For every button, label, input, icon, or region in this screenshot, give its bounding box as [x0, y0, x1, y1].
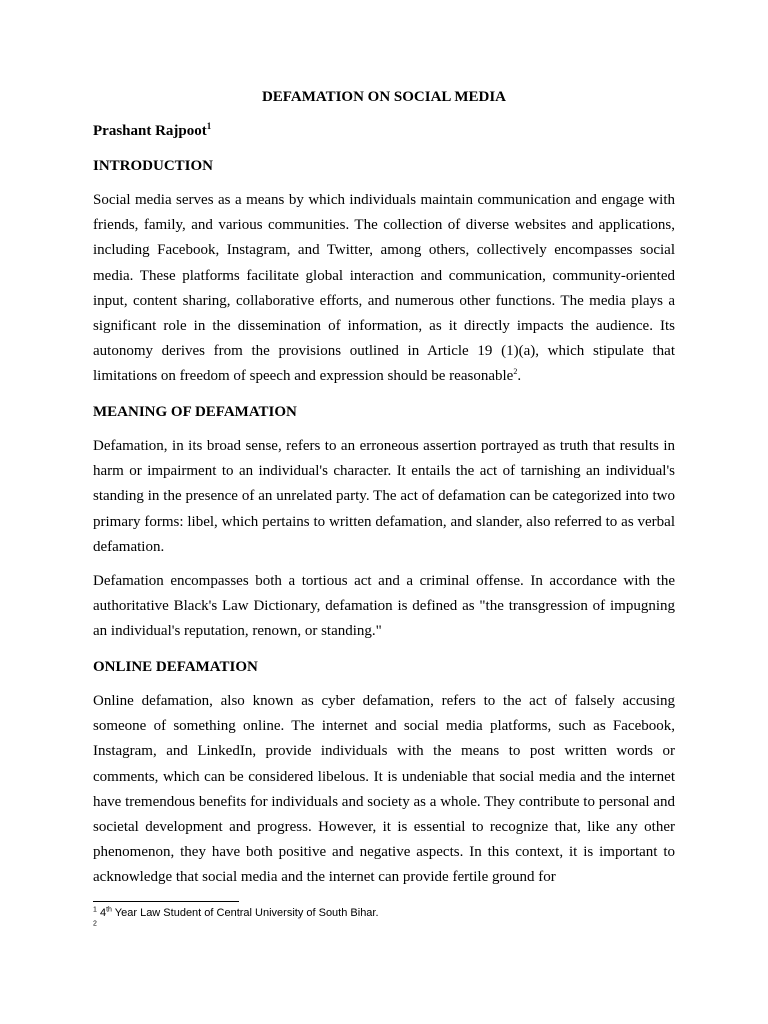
footnote-1 [93, 906, 379, 920]
author-footnote-ref: 1 [206, 121, 212, 131]
footnote-ordinal: 4 [99, 907, 107, 919]
meaning-paragraph-2: Defamation encompasses both a tortious act and a criminal offense. In accordance with the authoritative Black's Law Dictionary, defamation is defined as "the transgression of impugning an individual's reputation, renown, or standing." [93, 573, 675, 640]
author-name: Prashant Rajpoot [93, 123, 207, 139]
footnote-2 [93, 920, 97, 934]
footnote-separator [93, 901, 239, 902]
author-line [93, 121, 211, 141]
paragraph-end: . [517, 368, 522, 385]
section-heading-online-defamation: ONLINE DEFAMATION [93, 659, 258, 675]
document-title: DEFAMATION ON SOCIAL MEDIA [261, 89, 507, 105]
footnote-ref-2: 2 [513, 367, 518, 377]
paragraph-text: Social media serves as a means by which individuals maintain communication and engage with friends, family, and various communities. The collection of diverse websites and applications, including Facebook, Instagram, and Twitter, among others, collectively encompasses social media. These platforms facilitate global interaction and communication, community-oriented input, content sharing, collaborative efforts, and numerous other functions. The media plays a significant role in the dissemination of information, as it directly impacts the audience. Its autonomy derives from the provisions outlined in Article 19 (1)(a), which stipulate that limitations on freedom of speech and expression should be reasonable [93, 192, 675, 385]
footnote-ordinal-suffix: th [106, 906, 112, 914]
footnote-number: 2 [93, 920, 97, 928]
footnote-text: Year Law Student of Central University of South Bihar. [111, 907, 379, 919]
meaning-paragraph-1: Defamation, in its broad sense, refers to an erroneous assertion portrayed as truth that results in harm or impairment to an individual's character. It entails the act of tarnishing an individual's standing in the presence of an unrelated party. The act of defamation can be categorized into two primary forms: libel, which pertains to written defamation, and slander, also referred to as verbal defamation. [93, 438, 675, 555]
section-heading-meaning-of-defamation: MEANING OF DEFAMATION [93, 404, 297, 420]
introduction-paragraph [93, 188, 675, 390]
online-defamation-paragraph: Online defamation, also known as cyber defamation, refers to the act of falsely accusing someone of something online. The internet and social media platforms, such as Facebook, Instagram, and LinkedIn, provide individuals with the means to post written words or comments, which can be considered libelous. It is undeniable that social media and the internet have tremendous benefits for individuals and society as a whole. They contribute to personal and societal development and progress. However, it is essential to recognize that, like any other phenomenon, they have both positive and negative aspects. In this context, it is important to acknowledge that social media and the internet can provide fertile ground for [93, 693, 675, 886]
footnote-number: 1 [93, 906, 97, 914]
section-heading-introduction: INTRODUCTION [93, 158, 214, 174]
